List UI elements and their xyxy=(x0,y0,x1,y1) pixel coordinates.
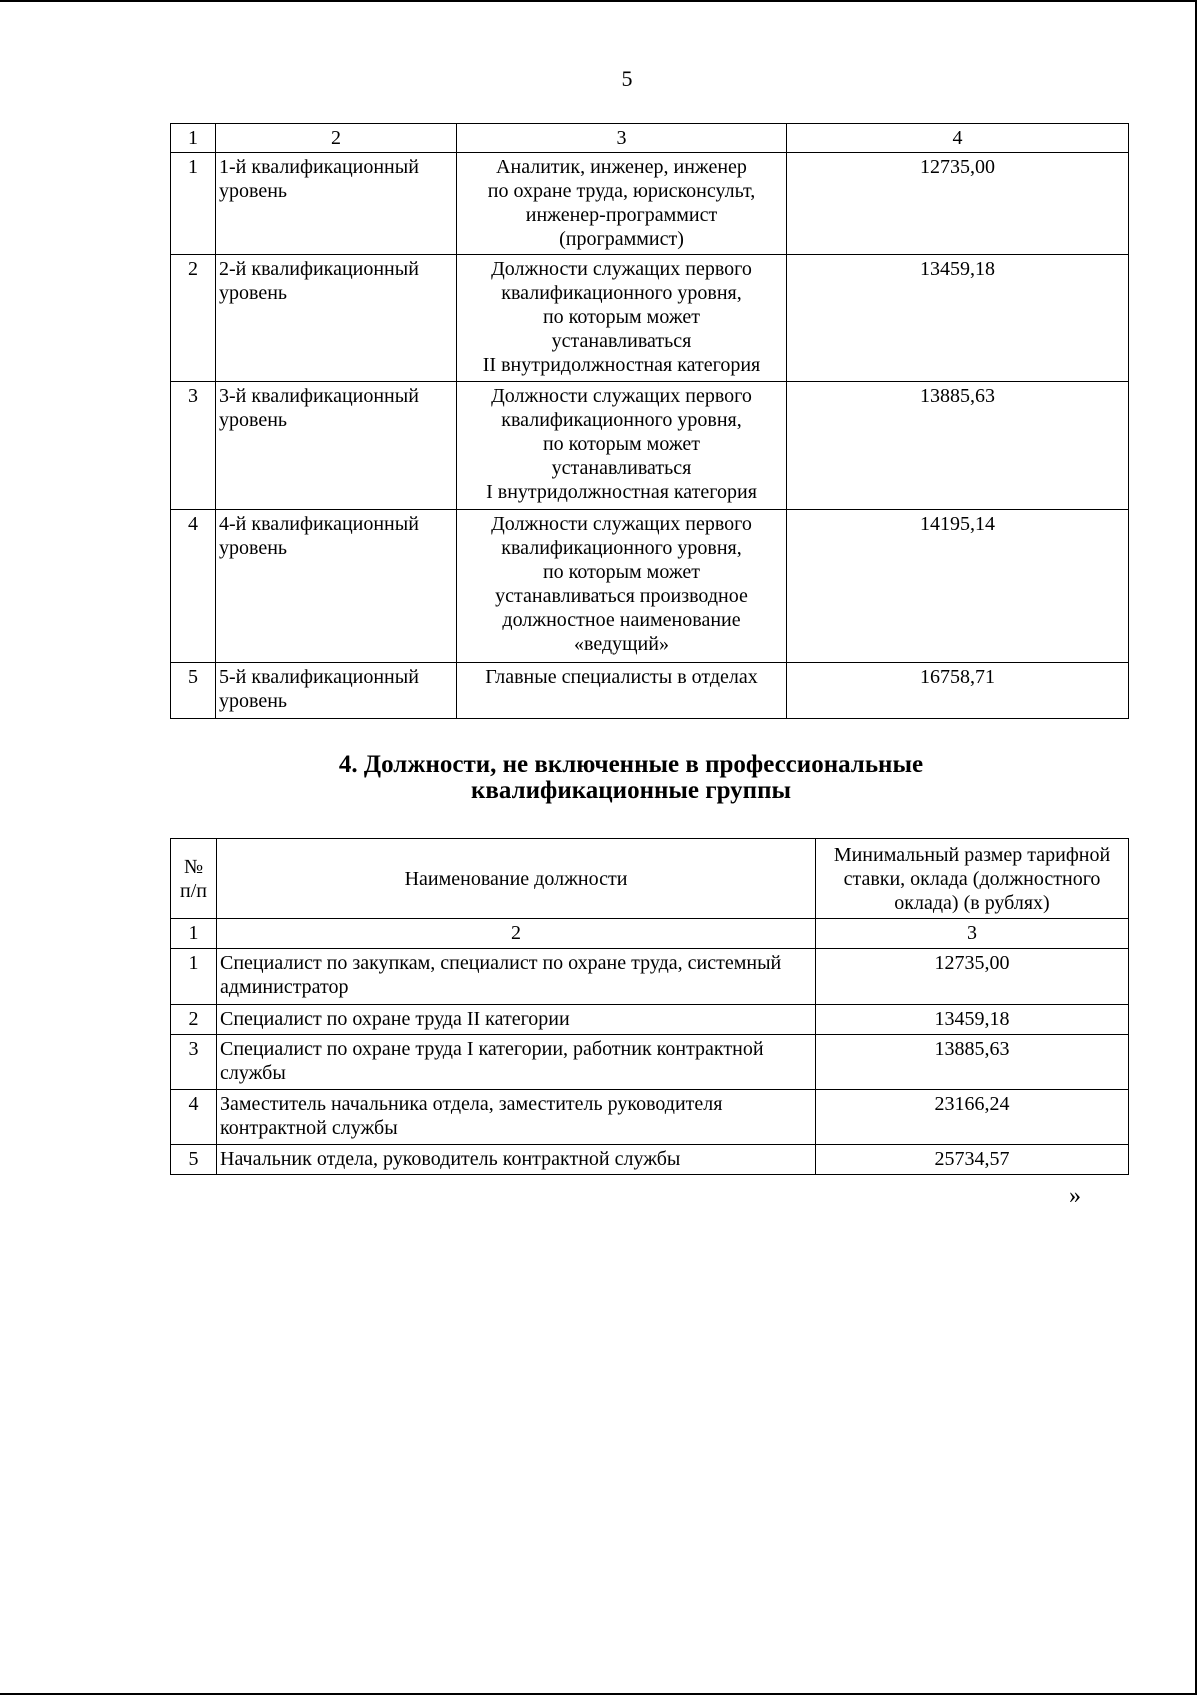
closing-quote: » xyxy=(1069,1183,1081,1209)
text-line: Должности служащих первого xyxy=(491,513,752,535)
text-line: по которым может xyxy=(542,433,701,455)
text-line: Главные специалисты в отделах xyxy=(485,666,758,688)
level-cell: 3-й квалификационный уровень xyxy=(216,382,457,510)
salary-cell: 14195,14 xyxy=(787,510,1129,663)
row-number: 5 xyxy=(171,663,216,719)
salary-cell: 25734,57 xyxy=(816,1145,1129,1175)
section-title xyxy=(0,752,1200,804)
row-number: 2 xyxy=(171,1005,217,1035)
header-cell: 4 xyxy=(787,124,1129,153)
text-line: устанавливаться xyxy=(551,457,692,479)
positions-cell xyxy=(457,510,787,663)
table-row xyxy=(171,1090,1129,1145)
section-title-line: квалификационные группы xyxy=(470,777,792,804)
text-line: по которым может xyxy=(542,561,701,583)
salary-cell: 12735,00 xyxy=(816,949,1129,1005)
salary-cell: 13885,63 xyxy=(787,382,1129,510)
table-row xyxy=(171,1005,1129,1035)
text-line: (программист) xyxy=(559,228,684,250)
numbering-cell: 2 xyxy=(217,919,816,949)
header-number: № п/п xyxy=(171,839,217,919)
text-line: по охране труда, юрисконсульт, xyxy=(487,180,756,202)
salary-cell: 16758,71 xyxy=(787,663,1129,719)
position-name: Специалист по охране труда II категории xyxy=(217,1005,816,1035)
numbering-cell: 1 xyxy=(171,919,217,949)
position-name: Специалист по закупкам, специалист по охране труда, системный администратор xyxy=(217,949,816,1005)
table-row xyxy=(171,1145,1129,1175)
table-row xyxy=(171,382,1129,510)
table-row xyxy=(171,255,1129,382)
row-number: 3 xyxy=(171,1035,217,1090)
row-number: 1 xyxy=(171,153,216,255)
table-row xyxy=(171,510,1129,663)
level-cell: 2-й квалификационный уровень xyxy=(216,255,457,382)
salary-cell: 13459,18 xyxy=(816,1005,1129,1035)
level-cell: 1-й квалификационный уровень xyxy=(216,153,457,255)
row-number: 4 xyxy=(171,510,216,663)
header-salary: Минимальный размер тарифной ставки, оклада (должностного оклада) (в рублях) xyxy=(816,839,1129,919)
positions-cell xyxy=(457,255,787,382)
position-name: Заместитель начальника отдела, заместитель руководителя контрактной службы xyxy=(217,1090,816,1145)
text-line: по которым может xyxy=(542,306,701,328)
position-name: Специалист по охране труда I категории, работник контрактной службы xyxy=(217,1035,816,1090)
row-number: 1 xyxy=(171,949,217,1005)
table-row xyxy=(171,1035,1129,1090)
text-line: устанавливаться xyxy=(551,330,692,352)
table-row xyxy=(171,949,1129,1005)
table-row xyxy=(171,153,1129,255)
text-line: II внутридолжностная категория xyxy=(482,354,761,376)
numbering-cell: 3 xyxy=(816,919,1129,949)
positions-outside-groups-table xyxy=(170,838,1129,1175)
qualification-levels-table xyxy=(170,123,1129,719)
section-title-line: 4. Должности, не включенные в профессиональные xyxy=(338,751,924,778)
text-line: Должности служащих первого xyxy=(491,258,752,280)
salary-cell: 12735,00 xyxy=(787,153,1129,255)
text-line: квалификационного уровня, xyxy=(501,409,742,431)
text-line: инженер-программист xyxy=(525,204,718,226)
text-line: Аналитик, инженер, инженер xyxy=(496,156,747,178)
text-line: Должности служащих первого xyxy=(491,385,752,407)
position-name: Начальник отдела, руководитель контрактной службы xyxy=(217,1145,816,1175)
level-cell: 4-й квалификационный уровень xyxy=(216,510,457,663)
row-number: 5 xyxy=(171,1145,217,1175)
positions-cell xyxy=(457,153,787,255)
header-cell: 2 xyxy=(216,124,457,153)
positions-cell xyxy=(457,382,787,510)
table-header-row xyxy=(171,124,1129,153)
row-number: 3 xyxy=(171,382,216,510)
text-line: квалификационного уровня, xyxy=(501,537,742,559)
salary-cell: 13459,18 xyxy=(787,255,1129,382)
numbering-row xyxy=(171,919,1129,949)
text-line: квалификационного уровня, xyxy=(501,282,742,304)
header-cell: 3 xyxy=(457,124,787,153)
page-number: 5 xyxy=(621,66,633,91)
salary-cell: 23166,24 xyxy=(816,1090,1129,1145)
header-name: Наименование должности xyxy=(217,839,816,919)
salary-cell: 13885,63 xyxy=(816,1035,1129,1090)
level-cell: 5-й квалификационный уровень xyxy=(216,663,457,719)
text-line: I внутридолжностная категория xyxy=(486,481,757,503)
positions-cell xyxy=(457,663,787,719)
row-number: 2 xyxy=(171,255,216,382)
table-header-row xyxy=(171,839,1129,919)
text-line: должностное наименование xyxy=(502,609,741,631)
text-line: устанавливаться производное xyxy=(495,585,748,607)
table-row xyxy=(171,663,1129,719)
row-number: 4 xyxy=(171,1090,217,1145)
header-cell: 1 xyxy=(171,124,216,153)
text-line: «ведущий» xyxy=(574,633,669,655)
